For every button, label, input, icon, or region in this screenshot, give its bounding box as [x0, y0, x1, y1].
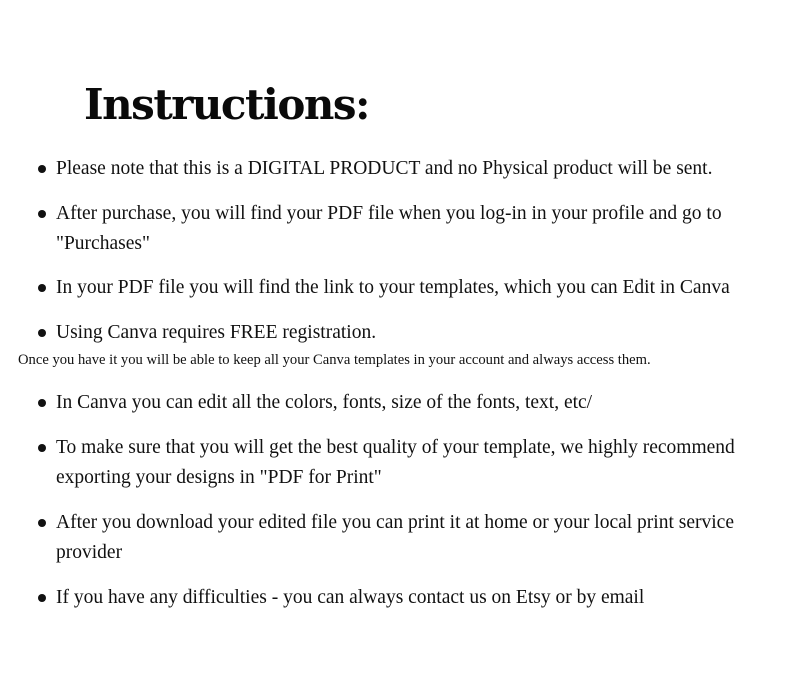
list-item-text: In Canva you can edit all the colors, fonts, size of the fonts, text, etc/ [56, 392, 593, 413]
list-item-text: In your PDF file you will find the link to your templates, which you can Edit in Canva [56, 277, 730, 298]
list-item [56, 433, 781, 493]
bullet-icon [38, 210, 46, 218]
bullet-icon [38, 284, 46, 292]
list-item [56, 508, 781, 568]
bullet-icon [38, 329, 46, 337]
list-item-text: Using Canva requires FREE registration. [56, 322, 377, 343]
bullet-icon [38, 399, 46, 407]
list-item [56, 154, 781, 184]
list-item-text: Please note that this is a DIGITAL PRODUCT and no Physical product will be sent. [56, 158, 713, 179]
bullet-icon [38, 594, 46, 602]
list-item [56, 583, 781, 613]
list-item-text: After you download your edited file you can print it at home or your local print service provider [56, 512, 734, 563]
list-item-text: After purchase, you will find your PDF file when you log-in in your profile and go to "Purchases" [56, 203, 722, 254]
list-item-text: To make sure that you will get the best quality of your template, we highly recommend exporting your designs in "PDF for Print" [56, 437, 735, 488]
bullet-icon [38, 519, 46, 527]
registration-note: Once you have it you will be able to keep all your Canva templates in your account and always access them. [18, 352, 651, 368]
list-item [56, 318, 781, 348]
list-item [56, 273, 781, 303]
page-title: Instructions: [84, 80, 370, 129]
bullet-icon [38, 165, 46, 173]
list-item [56, 199, 781, 259]
list-item [56, 388, 781, 418]
bullet-icon [38, 444, 46, 452]
list-item-text: If you have any difficulties - you can always contact us on Etsy or by email [56, 587, 645, 608]
